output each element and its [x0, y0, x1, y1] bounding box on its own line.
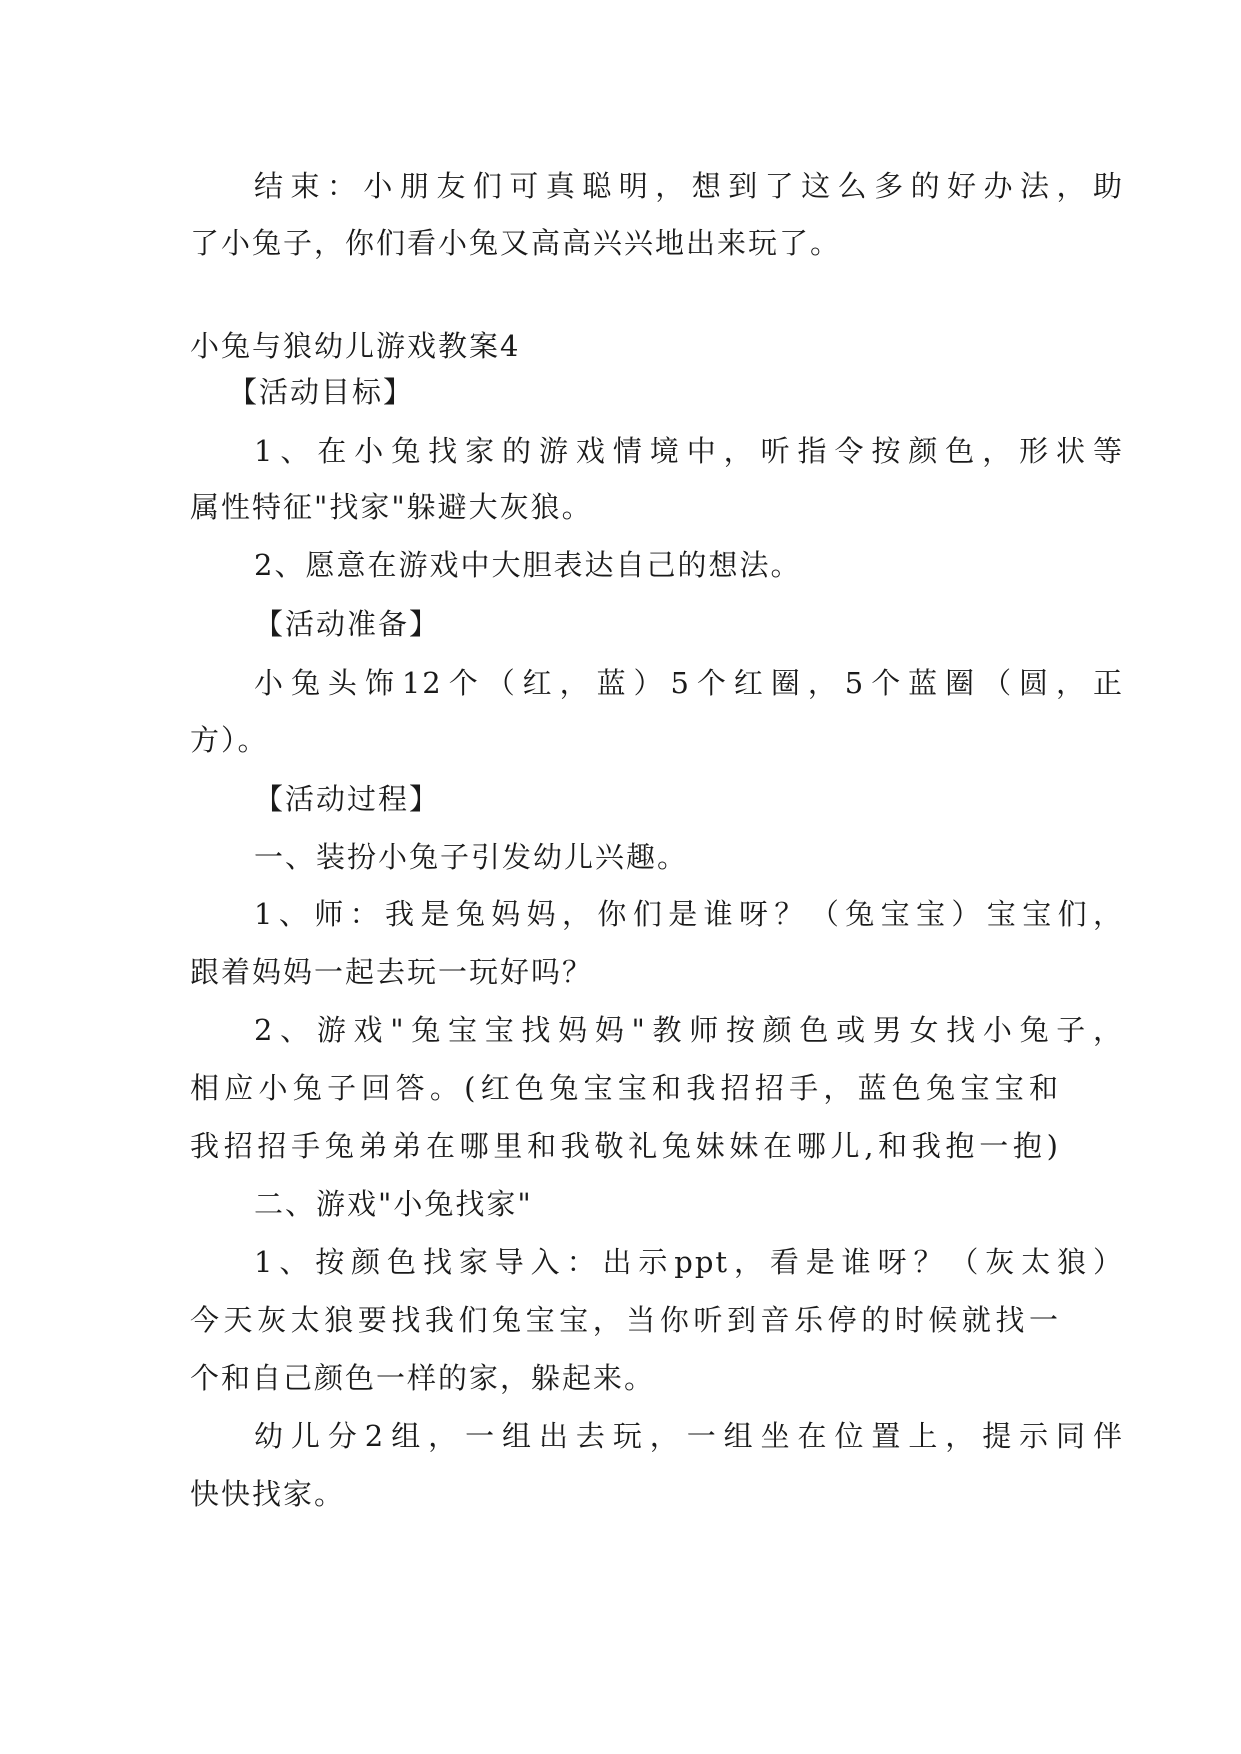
closing-paragraph-line-2: 了小兔子，你们看小兔又高高兴兴地出来玩了。: [190, 226, 842, 260]
goals-heading: 【活动目标】: [228, 375, 415, 409]
game-step-1-line-2: 今天灰太狼要找我们兔宝宝，当你听到音乐停的时候就找一: [190, 1303, 1060, 1337]
preparation-line-1: 小兔头饰12个（红，蓝）5个红圈，5个蓝圈（圆，正: [254, 666, 1124, 700]
closing-paragraph-line-1: 结束：小朋友们可真聪明，想到了这么多的好办法，助: [254, 169, 1124, 203]
groups-line-2: 快快找家。: [190, 1477, 346, 1511]
groups-line-1: 幼儿分2组，一组出去玩，一组坐在位置上，提示同伴: [254, 1419, 1124, 1453]
process-part-1-title: 一、装扮小兔子引发幼儿兴趣。: [254, 840, 689, 874]
process-step-1-line-1: 1、师：我是兔妈妈，你们是谁呀？（兔宝宝）宝宝们，: [254, 897, 1124, 931]
game-step-1-line-3: 个和自己颜色一样的家，躲起来。: [190, 1361, 656, 1395]
game-step-1-line-1: 1、按颜色找家导入：出示ppt，看是谁呀？（灰太狼）: [254, 1245, 1124, 1279]
process-step-2-line-2: 相应小兔子回答。(红色兔宝宝和我招招手，蓝色兔宝宝和: [190, 1071, 1060, 1105]
section-title: 小兔与狼幼儿游戏教案4: [190, 329, 521, 363]
process-step-1-line-2: 跟着妈妈一起去玩一玩好吗？: [190, 955, 594, 989]
process-step-2-line-3: 我招招手兔弟弟在哪里和我敬礼兔妹妹在哪儿,和我抱一抱): [190, 1129, 1060, 1163]
goal-item-1-line-2: 属性特征"找家"躲避大灰狼。: [190, 490, 593, 524]
goal-item-2: 2、愿意在游戏中大胆表达自己的想法。: [254, 548, 802, 582]
process-step-2-line-1: 2、游戏"兔宝宝找妈妈"教师按颜色或男女找小兔子，: [254, 1013, 1124, 1047]
preparation-line-2: 方）。: [190, 723, 269, 757]
preparation-heading: 【活动准备】: [254, 607, 441, 641]
process-heading: 【活动过程】: [254, 782, 441, 816]
process-part-2-title: 二、游戏"小兔找家": [254, 1187, 533, 1221]
goal-item-1-line-1: 1、在小兔找家的游戏情境中，听指令按颜色，形状等: [254, 434, 1124, 468]
